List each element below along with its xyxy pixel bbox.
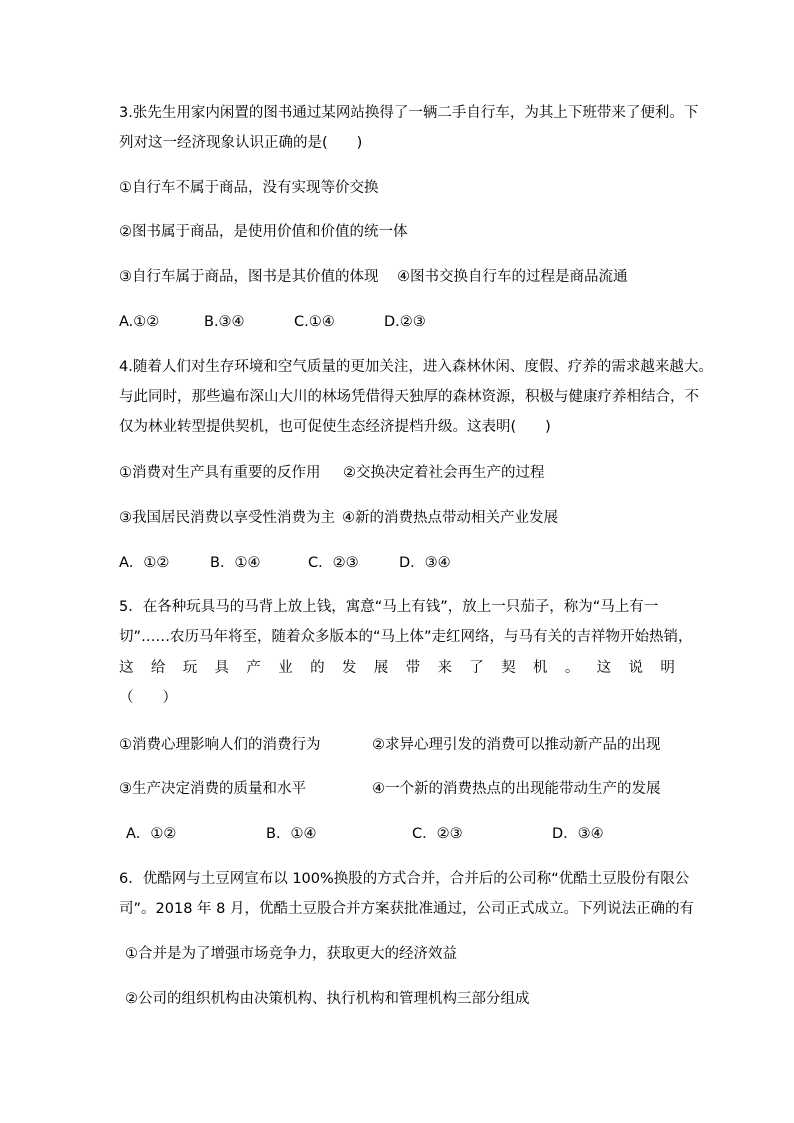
- q5-option-a: A．①②: [126, 826, 177, 842]
- q5-char: 业: [278, 660, 293, 676]
- q6-statement-1: ①合并是为了增强市场竞争力，获取更大的经济效益: [125, 946, 457, 962]
- q5-statement-4: ④一个新的消费热点的出现能带动生产的发展: [372, 781, 661, 797]
- q3-statement-4: ④图书交换自行车的过程是商品流通: [397, 269, 628, 285]
- q5-stem-line-2: 切”……农历马年将至，随着众多版本的“马上体”走红网络，与马有关的吉祥物开始热销，: [119, 629, 693, 645]
- q5-char: 机: [532, 660, 548, 676]
- q5-statement-2: ②求异心理引发的消费可以推动新产品的出现: [372, 737, 661, 753]
- q3-stem-line-2: 列对这一经济现象认识正确的是( ): [119, 135, 363, 151]
- q4-statement-4: ④新的消费热点带动相关产业发展: [342, 510, 558, 526]
- q3-statement-2: ②图书属于商品，是使用价值和价值的统一体: [119, 224, 408, 240]
- q3-statement-1: ①自行车不属于商品，没有实现等价交换: [119, 180, 379, 196]
- q5-char: 契: [501, 660, 516, 676]
- q5-char: 的: [310, 660, 325, 676]
- q4-option-d: D．③④: [399, 555, 451, 571]
- q5-statement-1: ①消费心理影响人们的消费行为: [119, 737, 321, 753]
- q5-stem-line-4: （ ）: [119, 690, 177, 706]
- q3-statement-3: ③自行车属于商品，图书是其价值的体现: [119, 269, 379, 285]
- q5-stem-line-3: [119, 658, 675, 678]
- q5-char: 给: [150, 660, 166, 676]
- q5-char: 玩: [182, 660, 198, 676]
- q4-statement-3: ③我国居民消费以享受性消费为主: [119, 510, 335, 526]
- q3-option-c: C.①④: [294, 314, 335, 330]
- q5-char: 明: [660, 660, 675, 676]
- q4-stem-line-2: 与此同时，那些遍布深山大川的林场凭借得天独厚的森林资源，积极与健康疗养相结合，不: [119, 389, 699, 405]
- q4-option-c: C．②③: [308, 555, 359, 571]
- q5-char: 这: [119, 660, 134, 676]
- q4-statement-2: ②交换决定着社会再生产的过程: [343, 465, 545, 481]
- q5-char: 了: [469, 660, 484, 676]
- q3-stem-line-1: 3.张先生用家内闲置的图书通过某网站换得了一辆二手自行车，为其上下班带来了便利。下: [119, 105, 699, 121]
- q4-stem-line-1: 4.随着人们对生存环境和空气质量的更加关注，进入森林休闲、度假、疗养的需求越来越大。: [119, 359, 713, 375]
- q5-option-b: B．①④: [266, 826, 317, 842]
- q5-char: 带: [405, 660, 421, 676]
- q5-char: 展: [373, 660, 389, 676]
- q5-char: 具: [214, 660, 230, 676]
- q6-stem-line-1: 6．优酷网与土豆网宣布以 100%换股的方式合并，合并后的公司称“优酷土豆股份有限公: [119, 871, 690, 887]
- q3-option-d: D.②③: [384, 314, 426, 330]
- q3-option-b: B.③④: [204, 314, 245, 330]
- q5-char: 来: [437, 660, 452, 676]
- q5-char: 发: [341, 660, 357, 676]
- q3-option-a: A.①②: [119, 314, 160, 330]
- q4-stem-line-3: 仅为林业转型提供契机，也可促使生态经济提档升级。这表明( ): [119, 419, 551, 435]
- q6-stem-line-2: 司”。2018 年 8 月，优酷土豆股合并方案获批准通过，公司正式成立。下列说法正确的有: [119, 901, 694, 917]
- q5-char: 产: [246, 660, 261, 676]
- q5-option-c: C．②③: [412, 826, 463, 842]
- q4-statement-1: ①消费对生产具有重要的反作用: [119, 465, 321, 481]
- q6-statement-2: ②公司的组织机构由决策机构、执行机构和管理机构三部分组成: [125, 991, 530, 1007]
- q5-stem-line-1: 5．在各种玩具马的马背上放上钱，寓意“马上有钱”，放上一只茄子，称为“马上有一: [119, 599, 659, 615]
- q5-char: 说: [628, 660, 643, 676]
- q5-option-d: D．③④: [552, 826, 604, 842]
- q4-option-b: B．①④: [210, 555, 261, 571]
- q5-char: 这: [596, 660, 612, 676]
- q4-option-a: A．①②: [119, 555, 170, 571]
- q5-statement-3: ③生产决定消费的质量和水平: [119, 781, 306, 797]
- q5-char: 。: [564, 660, 580, 676]
